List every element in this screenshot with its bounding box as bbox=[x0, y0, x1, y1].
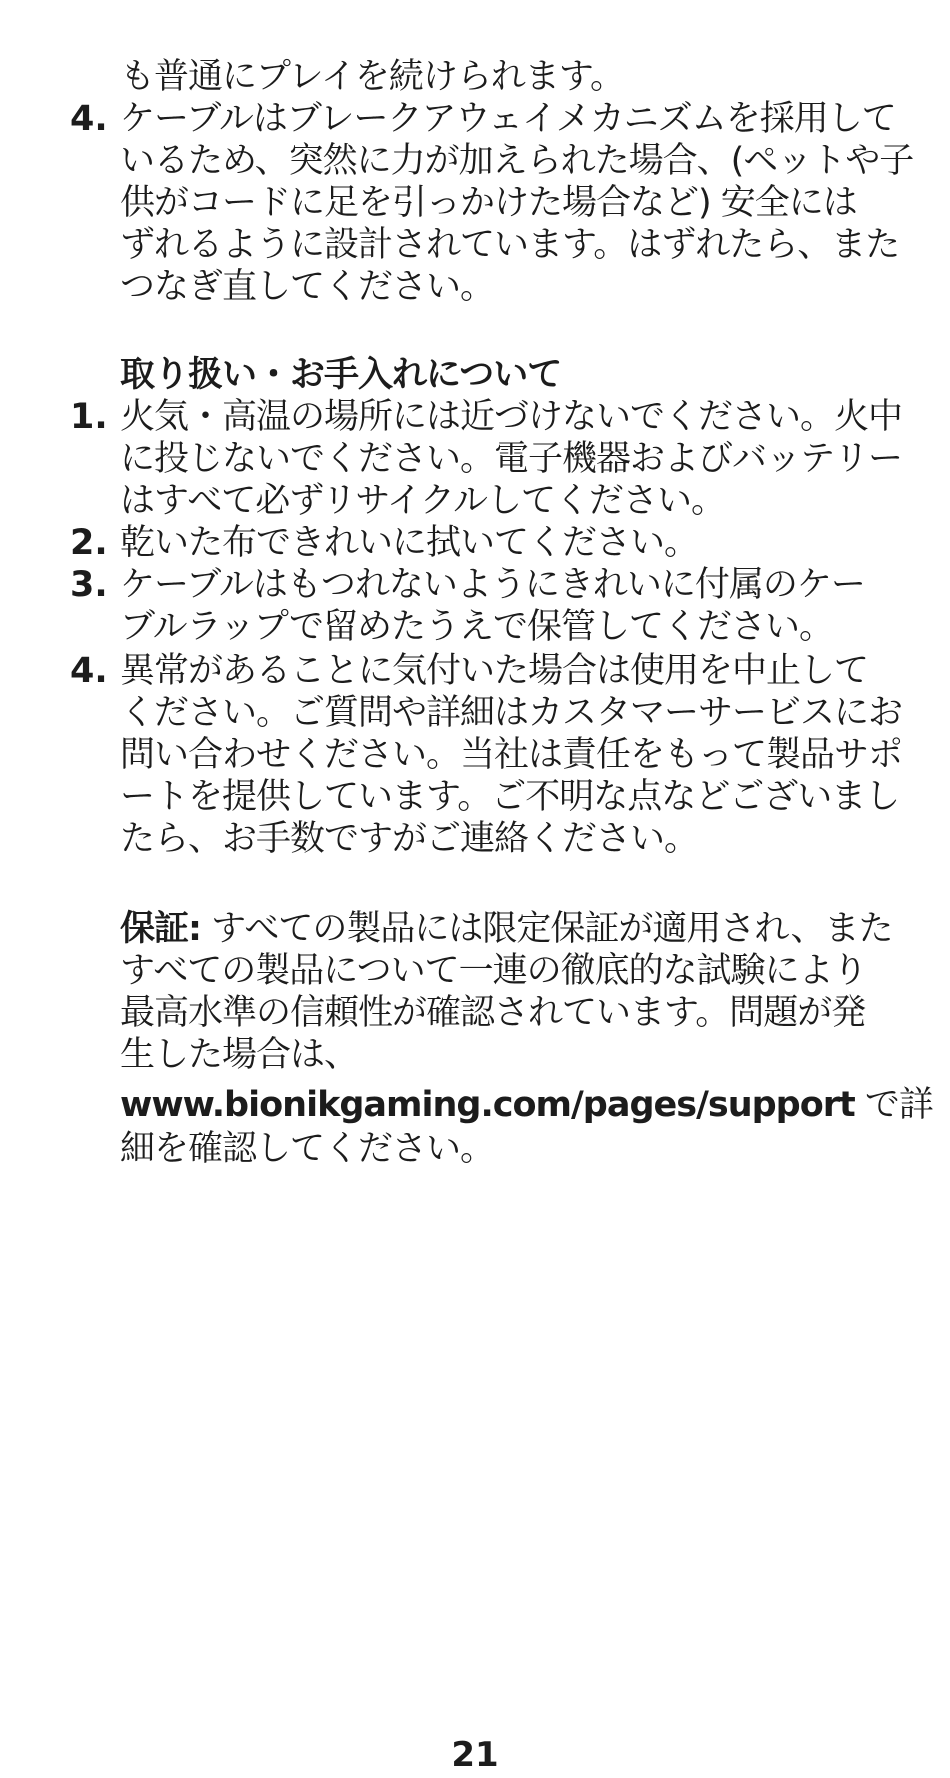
item-text-line: ートを提供しています。ご不明な点などございまし bbox=[120, 777, 900, 817]
item-text-line: ブルラップで留めたうえで保管してください。 bbox=[120, 607, 833, 647]
warranty-url-line bbox=[120, 1084, 933, 1126]
warranty-text-line: 生した場合は、 bbox=[120, 1035, 359, 1075]
item-text-line: つなぎ直してください。 bbox=[120, 267, 495, 307]
item-text-line: いるため、突然に力が加えられた場合、(ペットや子 bbox=[120, 141, 914, 181]
warranty-first-line bbox=[120, 908, 893, 950]
item-number: 4. bbox=[70, 651, 108, 691]
item-text-line: 火気・高温の場所には近づけないでください。火中 bbox=[120, 397, 903, 437]
item-text-line: ケーブルはもつれないようにきれいに付属のケー bbox=[120, 565, 865, 605]
item-text-line: はすべて必ずリサイクルしてください。 bbox=[120, 481, 726, 521]
item-text-line: たら、お手数ですがご連絡ください。 bbox=[120, 819, 699, 859]
warranty-text-line: すべての製品について一連の徹底的な試験により bbox=[120, 951, 867, 991]
warranty-label: 保証: bbox=[120, 909, 201, 949]
item-number: 4. bbox=[70, 99, 108, 139]
item-text-line: に投じないでください。電子機器およびバッテリー bbox=[120, 439, 903, 479]
item-text-line: 乾いた布できれいに拭いてください。 bbox=[120, 523, 699, 563]
warranty-text: で詳 bbox=[854, 1085, 933, 1125]
support-url[interactable]: www.bionikgaming.com/pages/support bbox=[120, 1085, 855, 1125]
item-number: 3. bbox=[70, 565, 108, 605]
warranty-text: すべての製品には限定保証が適用され、また bbox=[201, 909, 893, 949]
item-text-line: 問い合わせください。当社は責任をもって製品サポ bbox=[120, 735, 903, 775]
item-text-line: ケーブルはブレークアウェイメカニズムを採用して bbox=[120, 99, 896, 139]
item-text-line: ずれるように設計されています。はずれたら、また bbox=[120, 225, 900, 265]
page-number: 21 bbox=[451, 1735, 499, 1775]
item-number: 1. bbox=[70, 397, 108, 437]
care-heading: 取り扱い・お手入れについて bbox=[120, 355, 562, 395]
item-number: 2. bbox=[70, 523, 108, 563]
warranty-text-line: 細を確認してください。 bbox=[120, 1129, 495, 1169]
warranty-text-line: 最高水準の信頼性が確認されています。問題が発 bbox=[120, 993, 866, 1033]
item-text-line: 異常があることに気付いた場合は使用を中止して bbox=[120, 651, 869, 691]
continuation-text: も普通にプレイを続けられます。 bbox=[120, 57, 625, 97]
item-text-line: 供がコードに足を引っかけた場合など) 安全には bbox=[120, 183, 857, 223]
item-text-line: ください。ご質問や詳細はカスタマーサービスにお bbox=[120, 693, 903, 733]
